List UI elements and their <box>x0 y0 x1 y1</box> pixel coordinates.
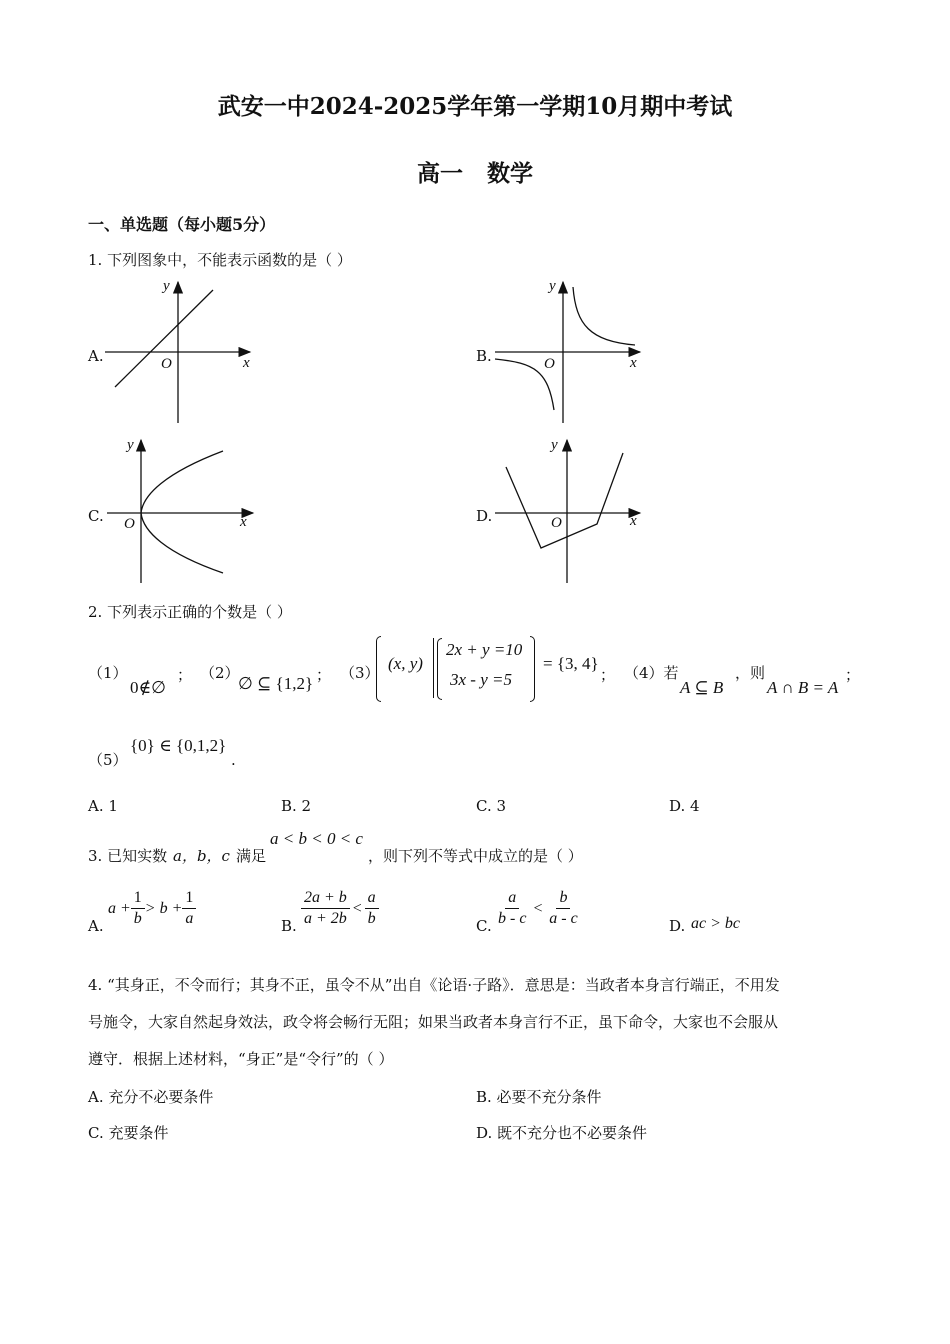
svg-text:x: x <box>630 355 637 371</box>
x-label: x <box>243 355 250 371</box>
q4-option-b: B. 必要不充分条件 <box>476 1088 602 1106</box>
q3-option-a-expr: a + $\frac{1}{b}$ > b + $\frac{1}{a}$ <box>108 888 196 929</box>
svg-text:y: y <box>549 278 556 294</box>
q2-item1-label: （1） <box>88 664 128 682</box>
q4-line-3: 遵守．根据上述材料，“身正”是“令行”的（ ） <box>88 1050 394 1068</box>
q3-option-b-label: B. <box>281 917 297 935</box>
system-brace <box>437 638 442 700</box>
q2-item3-set: (x, y) <box>388 654 423 673</box>
q3-stem-pre: 3. 已知实数 <box>88 847 168 865</box>
q4-option-d: D. 既不充分也不必要条件 <box>476 1124 648 1142</box>
q2-item2-label: （2） <box>200 664 240 682</box>
exam-subtitle: 高一 数学 <box>416 160 534 187</box>
y-label: y <box>163 278 170 294</box>
q2-item4-concl: A ∩ B = A <box>767 678 839 697</box>
svg-text:x: x <box>240 514 247 530</box>
q3-option-b-expr: $\frac{2a + b}{a + 2b}$ < $\frac{a}{b}$ <box>301 888 379 929</box>
svg-text:O: O <box>544 356 555 372</box>
q2-item5-label: （5） <box>88 751 128 769</box>
q2-end: . <box>231 751 236 769</box>
q1-stem: 1. 下列图象中，不能表示函数的是（ ） <box>88 251 352 269</box>
q4-line-2: 号施令，大家自然起身效法，政令将会畅行无阻；如果当政者本身言行不正，虽下命令，大家也不会服从 <box>88 1013 779 1031</box>
q2-item2-expr: ∅ ⊆ {1,2} <box>238 674 314 693</box>
q2-item4-cond: A ⊆ B <box>680 678 724 697</box>
q2-item4-then: ，则 <box>735 664 766 682</box>
q3-option-d-expr: ac > bc <box>691 915 740 932</box>
q1-option-a-label: A. <box>88 347 104 365</box>
graph-d <box>490 435 650 590</box>
svg-text:x: x <box>630 513 637 529</box>
svg-text:y: y <box>127 437 134 453</box>
parabola-curve <box>141 451 223 573</box>
outer-brace-left <box>376 636 381 702</box>
outer-brace-right <box>530 636 535 702</box>
q4-option-a: A. 充分不必要条件 <box>88 1088 214 1106</box>
q3-stem-mid: 满足 <box>236 847 267 865</box>
line-curve <box>115 290 213 387</box>
q2-sep2: ； <box>316 666 332 684</box>
q3-stem-post: ，则下列不等式中成立的是（ ） <box>368 847 583 865</box>
q3-option-c-expr: $\frac{a}{b - c}$ < $\frac{b}{a - c}$ <box>498 889 578 927</box>
graph-a <box>100 275 260 430</box>
q2-item3-rhs: = {3, 4} <box>543 654 599 673</box>
hyperbola-right-branch <box>573 287 635 345</box>
q2-item1-expr: 0∉∅ <box>130 678 166 697</box>
q1-option-c-label: C. <box>88 507 104 525</box>
q4-line-1: 4. “其身正，不令而行；其身不正，虽令不从”出自《论语·子路》．意思是：当政者本身言行端正，不用发 <box>88 976 780 994</box>
polyline-curve <box>506 453 623 548</box>
set-divider <box>433 638 434 698</box>
q2-sep3: ； <box>600 666 616 684</box>
q2-option-c: C. 3 <box>476 797 507 815</box>
q2-sep1: ； <box>177 666 193 684</box>
q3-option-d-label: D. <box>669 917 686 935</box>
section-heading: 一、单选题（每小题5分） <box>88 215 276 234</box>
q3-condition: a < b < 0 < c <box>270 829 363 848</box>
q2-item3-eq2: 3x - y =5 <box>450 670 512 689</box>
exam-title: 武安一中2024-2025学年第一学期10月期中考试 <box>217 93 733 120</box>
svg-text:O: O <box>551 515 562 531</box>
q2-item3-eq1: 2x + y =10 <box>446 640 523 659</box>
q3-stem-vars: a，b，c <box>173 847 230 865</box>
q2-sep4: ； <box>845 666 861 684</box>
graph-c <box>105 435 265 590</box>
q2-stem: 2. 下列表示正确的个数是（ ） <box>88 603 292 621</box>
q1-option-b-label: B. <box>476 347 492 365</box>
q4-paragraph <box>88 967 863 1078</box>
graph-b <box>490 275 650 430</box>
q2-option-b: B. 2 <box>281 797 312 815</box>
q2-item5-expr: {0} ∈ {0,1,2} <box>130 736 227 755</box>
origin-label: O <box>161 356 172 372</box>
q4-option-c: C. 充要条件 <box>88 1124 169 1142</box>
q3-option-c-label: C. <box>476 917 492 935</box>
q2-option-d: D. 4 <box>669 797 700 815</box>
q3-option-a-label: A. <box>88 917 104 935</box>
q1-option-d-label: D. <box>476 507 493 525</box>
svg-text:y: y <box>551 437 558 453</box>
q2-option-a: A. 1 <box>88 797 118 815</box>
svg-text:O: O <box>124 516 135 532</box>
q2-item3-label: （3） <box>340 664 380 682</box>
q2-item4-label: （4）若 <box>624 664 679 682</box>
